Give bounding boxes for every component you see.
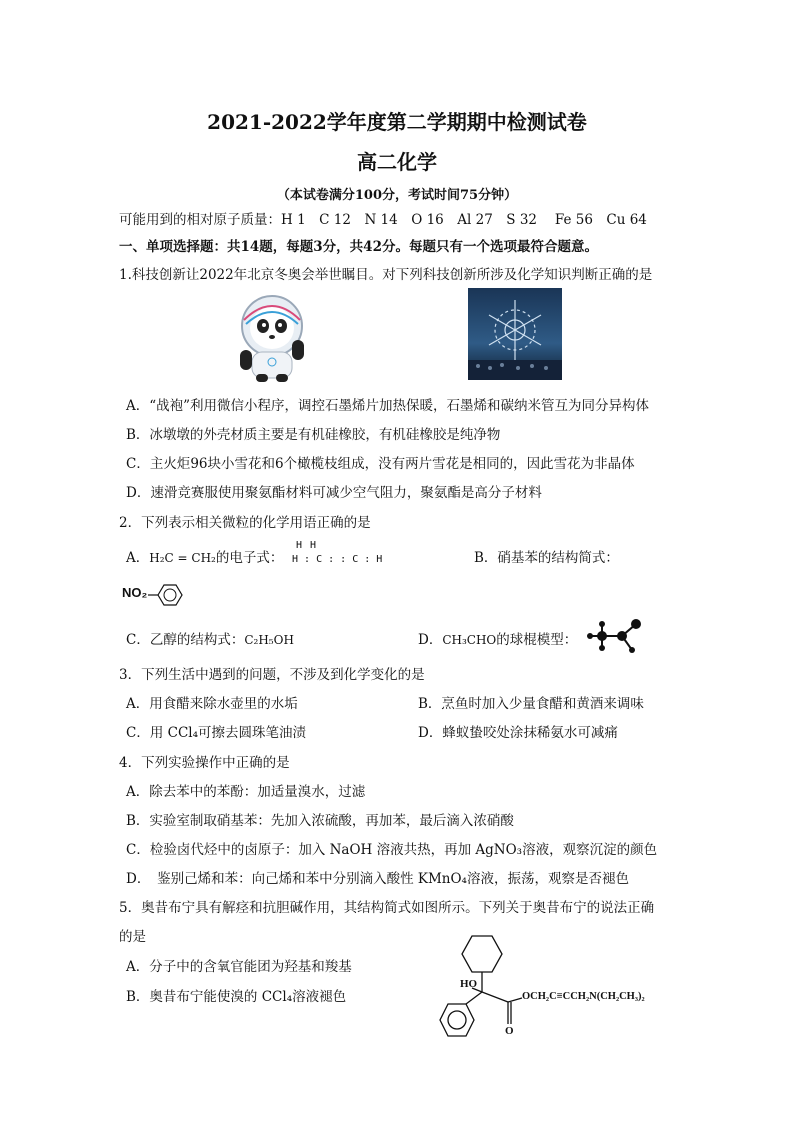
q3-option-a: A．用食醋来除水壶里的水垢 xyxy=(126,696,298,712)
q1-option-a: A．“战袍”利用微信小程序，调控石墨烯片加热保暖，石墨烯和碳纳米管互为同分异构体 xyxy=(126,398,650,414)
section-heading: 一、单项选择题：共14题，每题3分，共42分。每题只有一个选项最符合题意。 xyxy=(119,239,598,255)
q2-a-formula: H₂C = CH₂ xyxy=(149,551,216,565)
q4-option-a: A．除去苯中的苯酚：加适量溴水，过滤 xyxy=(126,784,366,800)
carbonyl-oxygen-label: O xyxy=(505,1025,514,1037)
q1-option-b: B．冰墩墩的外壳材质主要是有机硅橡胶，有机硅橡胶是纯净物 xyxy=(126,427,501,443)
q2-option-c xyxy=(126,628,294,648)
q2-stem: 2．下列表示相关微粒的化学用语正确的是 xyxy=(119,515,371,531)
q5-option-a: A．分子中的含氧官能团为羟基和羧基 xyxy=(126,959,352,975)
q4-stem: 4．下列实验操作中正确的是 xyxy=(119,755,290,771)
q2-a-electron-top: H H xyxy=(296,540,318,551)
q2-c-formula: C₂H₅OH xyxy=(244,633,294,647)
q3-option-d: D．蜂蚁蛰咬处涂抹稀氨水可减痛 xyxy=(418,725,618,741)
nitro-group-label: NO₂ xyxy=(122,585,148,600)
q2-a-text: 的电子式： xyxy=(215,550,284,566)
q5-stem: 5．奥昔布宁具有解痉和抗胆碱作用，其结构简式如图所示。下列关于奥昔布宁的说法正确 xyxy=(119,900,655,916)
ball-stick-model xyxy=(586,616,650,656)
subject-title: 高二化学 xyxy=(357,150,437,174)
q5-option-b: B．奥昔布宁能使溴的 CCl₄溶液褪色 xyxy=(126,989,347,1005)
q2-option-a xyxy=(126,546,283,566)
exam-note: （本试卷满分100分，考试时间75分钟） xyxy=(276,188,518,203)
q1-option-d: D．速滑竞赛服使用聚氨酯材料可减少空气阻力，聚氨酯是高分子材料 xyxy=(126,485,542,501)
q2-c-text: C．乙醇的结构式： xyxy=(126,632,245,648)
q4-option-b: B．实验室制取硝基苯：先加入浓硫酸，再加苯，最后滴入浓硝酸 xyxy=(126,813,514,829)
snowflake-torch-image xyxy=(468,288,562,380)
ester-chain-label: OCH₂C≡CCH₂N(CH₂CH₃)₂ xyxy=(522,991,645,1002)
oxybutynin-structure xyxy=(430,930,680,1042)
q4-option-c: C．检验卤代烃中的卤原子：加入 NaOH 溶液共热，再加 AgNO₃溶液，观察沉淀的颜色 xyxy=(126,842,658,858)
q2-a-label: A． xyxy=(126,550,150,566)
q2-a-electron-bottom: H : C : : C : H xyxy=(292,554,383,565)
hydroxyl-label: HO xyxy=(460,978,478,990)
q2-d-label: D． xyxy=(418,632,443,648)
q2-d-text: 的球棍模型： xyxy=(496,632,578,648)
q2-option-d xyxy=(418,628,577,648)
q4-option-d: D． 鉴别己烯和苯：向己烯和苯中分别滴入酸性 KMnO₄溶液，振荡，观察是否褪色 xyxy=(126,871,629,887)
bing-dwen-dwen-image xyxy=(238,290,306,382)
benzene-ring-drawing xyxy=(148,582,188,608)
q3-stem: 3．下列生活中遇到的问题，不涉及到化学变化的是 xyxy=(119,667,425,683)
q1-option-c: C．主火炬96块小雪花和6个橄榄枝组成，没有两片雪花是相同的，因此雪花为非晶体 xyxy=(126,456,635,472)
q2-option-b: B．硝基苯的结构简式： xyxy=(474,550,619,566)
q5-stem-cont: 的是 xyxy=(119,929,146,945)
exam-title: 2021-2022学年度第二学期期中检测试卷 xyxy=(207,110,587,134)
q3-option-c: C．用 CCl₄可擦去圆珠笔油渍 xyxy=(126,725,307,741)
q2-d-formula: CH₃CHO xyxy=(442,633,497,647)
q3-option-b: B．烹鱼时加入少量食醋和黄酒来调味 xyxy=(418,696,644,712)
atomic-masses: 可能用到的相对原子质量：H 1 C 12 N 14 O 16 Al 27 S 32 Fe 56 Cu 64 xyxy=(119,212,647,228)
q1-stem: 1.科技创新让2022年北京冬奥会举世瞩目。对下列科技创新所涉及化学知识判断正确的是 xyxy=(119,267,653,283)
